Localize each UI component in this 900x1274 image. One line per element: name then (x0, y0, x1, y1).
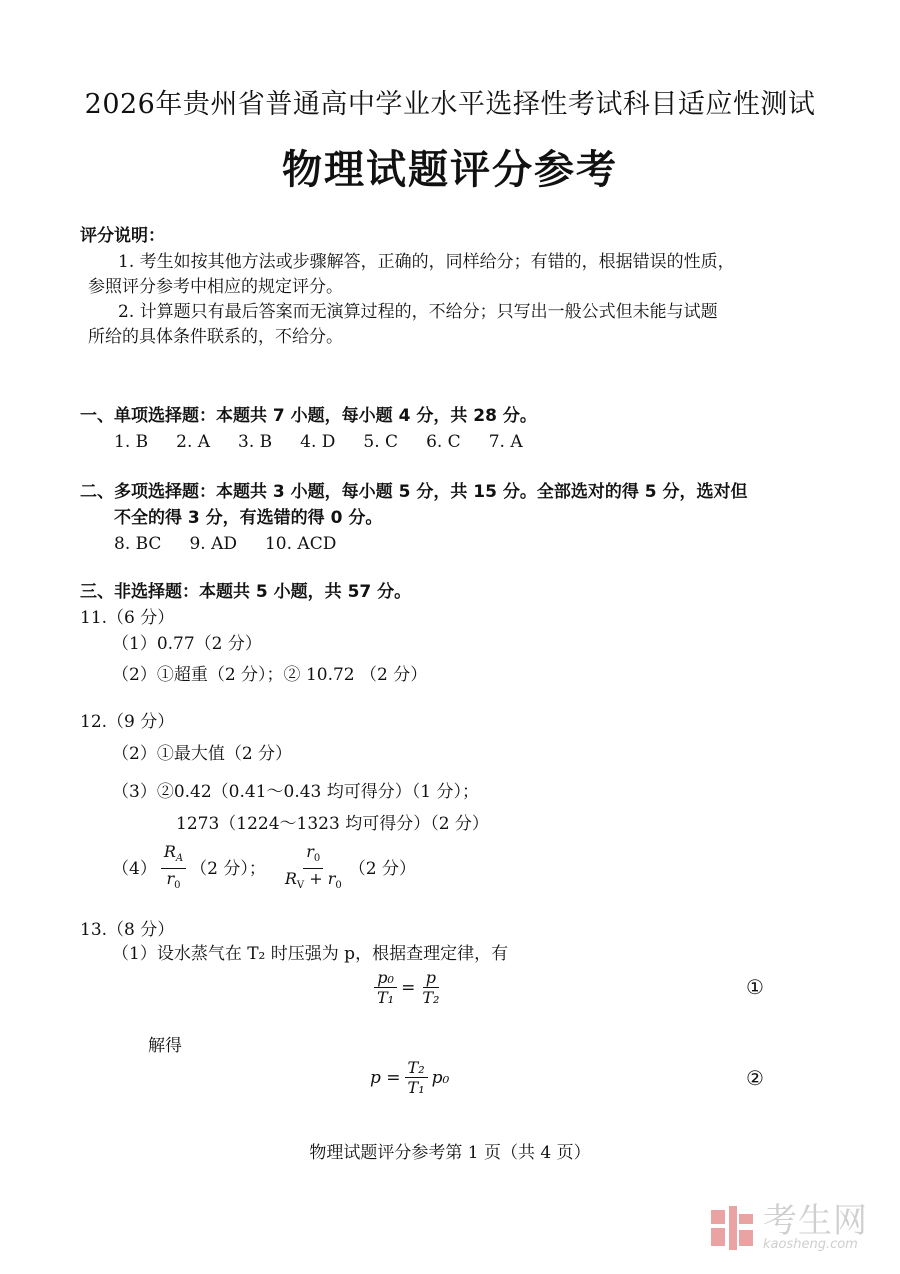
eq1-lhs-fraction (374, 968, 397, 1007)
frac-num-sub: 0 (313, 853, 321, 865)
frac-den: T₁ (377, 988, 395, 1007)
frac-num-sub: A (175, 853, 184, 865)
frac-num: r (306, 842, 314, 861)
frac-den-sub: 0 (335, 880, 342, 892)
eq2-tail: p₀ (431, 1067, 450, 1088)
score-label: （2 分）； (190, 858, 266, 879)
q12-part3-line1: （3）②0.42（0.41～0.43 均可得分）（1 分）； (112, 782, 479, 802)
answer-item: 10. ACD (264, 534, 337, 554)
frac-den-sub: V (296, 880, 305, 892)
answer-item: 2. A (176, 432, 211, 452)
answer-item: 9. AD (189, 534, 237, 554)
note-item-2-line1: 2. 计算题只有最后答案而无演算过程的，不给分；只写出一般公式但未能与试题 (118, 302, 718, 322)
equation-number-1: ① (746, 975, 764, 999)
answer-item: 1. B (114, 432, 149, 452)
frac-num: p₀ (374, 968, 397, 988)
answer-item: 5. C (363, 432, 399, 452)
kaosheng-logo-icon (711, 1206, 755, 1250)
eq1-rhs-fraction (419, 968, 442, 1007)
q13-title: 13.（8 分） (80, 920, 175, 940)
watermark (711, 1201, 868, 1252)
eq2-fraction (405, 1058, 428, 1097)
note-item-1-line1: 1. 考生如按其他方法或步骤解答，正确的，同样给分；有错的，根据错误的性质， (118, 252, 735, 272)
q12-part2: （2）①最大值（2 分） (112, 744, 293, 764)
answer-item: 4. D (300, 432, 336, 452)
frac-den: R (284, 869, 297, 889)
section3-heading: 三、非选择题：本题共 5 小题，共 57 分。 (80, 582, 412, 602)
frac-num: R (163, 842, 176, 861)
equation-2 (370, 1058, 449, 1097)
q11-part2: （2）①超重（2 分）；② 10.72 （2 分） (112, 665, 428, 685)
notes-label: 评分说明： (80, 226, 165, 246)
section2-heading-line2: 不全的得 3 分，有选错的得 0 分。 (114, 508, 383, 528)
frac-den-sub: 0 (174, 880, 181, 892)
q12-part4-label: （4） (112, 858, 157, 879)
q12-part3-line2: 1273（1224～1323 均可得分）（2 分） (176, 814, 489, 834)
answer-item: 3. B (238, 432, 273, 452)
note-item-1-line2: 参照评分参考中相应的规定评分。 (88, 277, 343, 297)
watermark-cn: 考生网 (763, 1201, 868, 1241)
note-item-2-line2: 所给的具体条件联系的，不给分。 (88, 327, 343, 347)
exam-title: 2026年贵州省普通高中学业水平选择性考试科目适应性测试 (84, 89, 816, 120)
answer-item: 7. A (488, 432, 523, 452)
equation-1 (370, 968, 446, 1007)
q11-title: 11.（6 分） (80, 608, 175, 628)
solve-label: 解得 (148, 1036, 182, 1056)
answer-item: 6. C (426, 432, 461, 452)
page-footer: 物理试题评分参考第 1 页（共 4 页） (309, 1143, 591, 1163)
fraction-ra-over-r0 (161, 842, 186, 895)
q12-part4 (112, 842, 416, 895)
q12-title: 12.（9 分） (80, 712, 175, 732)
eq2-lhs: p = (370, 1067, 401, 1088)
answer-item: 8. BC (114, 534, 162, 554)
q13-part1: （1）设水蒸气在 T₂ 时压强为 p，根据查理定律，有 (112, 944, 509, 964)
section2-answers (114, 532, 364, 556)
fraction-r0-over-rv-plus-r0 (282, 842, 345, 895)
section1-heading: 一、单项选择题：本题共 7 小题，每小题 4 分，共 28 分。 (80, 406, 537, 426)
equation-number-2: ② (746, 1066, 764, 1090)
frac-num: T₂ (405, 1058, 428, 1078)
document-title: 物理试题评分参考 (282, 147, 618, 193)
section1-answers (114, 430, 551, 454)
frac-den-plus: + r (304, 869, 336, 889)
q11-part1: （1）0.77（2 分） (112, 634, 262, 654)
frac-den: T₁ (407, 1078, 425, 1097)
frac-den: r (166, 869, 175, 889)
watermark-en: kaosheng.com (763, 1237, 858, 1252)
section2-heading-line1: 二、多项选择题：本题共 3 小题，每小题 5 分，共 15 分。全部选对的得 5 分，选对但 (80, 482, 748, 502)
score-label: （2 分） (348, 858, 416, 879)
frac-den: T₂ (422, 988, 440, 1007)
frac-num: p (423, 968, 439, 988)
equals-sign: = (401, 977, 416, 998)
